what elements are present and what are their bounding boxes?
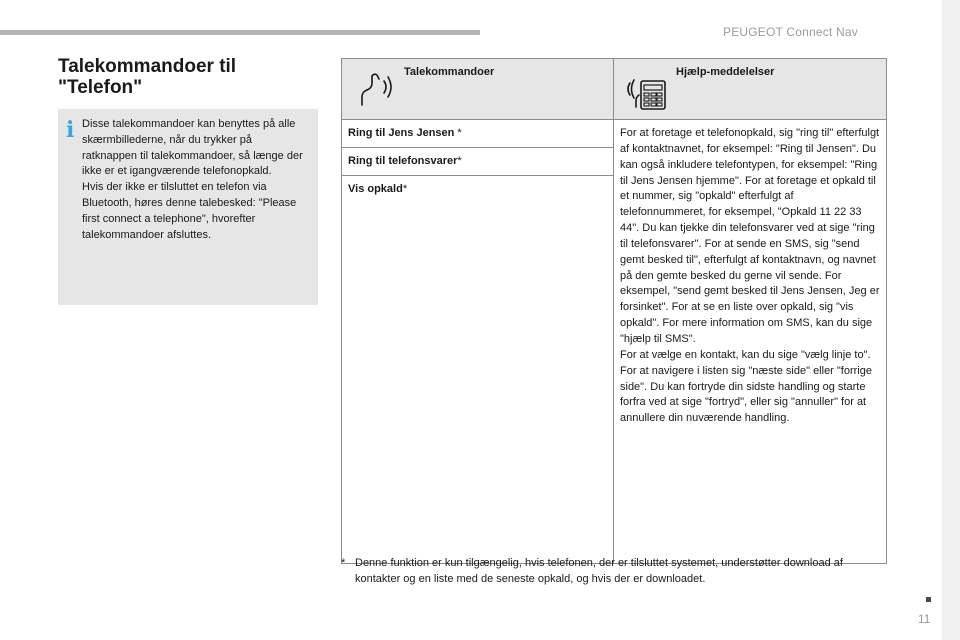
voice-command-icon [352,67,398,113]
footnote-marker: * [341,557,346,569]
help-paragraph-2: For at vælge en kontakt, kan du sige "vælg linje to". For at navigere i listen sig "næste side" eller "forrige side". Du kan fortryde din sidste handling og starte forfra ved at sige "fortryd", eller sig "annuller" for at annullere din nuværende handling. [620,348,872,425]
page-edge-strip [942,0,960,640]
header-rule [0,30,480,35]
info-box [58,109,318,305]
command-cell [342,120,614,148]
help-cell [614,120,887,564]
footnote-mark: * [457,155,462,167]
help-paragraph-1: For at foretage et telefonopkald, sig "ring til" efterfulgt af kontaktnavnet, for eksempel: "Ring til Jensen". Du kan også inkludere telefontypen, for eksempel: "Ring til Jens Jensen hjemme". For at foretage et opkald til et nummer, sig "opkald" efterfulgt af telefonnummeret, for eksempel, "Opkald 11 22 33 44". Du kan tjekke din telefonsvarer ved at sige "ring til telefonsvarer". For at sende en SMS, sig "send gemt besked til", efterfulgt af kontaktnavn, og navnet på den gemte besked du gerne vil sende. For eksempel, "send gemt besked til Jens Jensen, Jeg er forsinket". For at se en liste over opkald, sig "vis opkald". For mere information om SMS, kan du sige "hjælp til SMS". [620,127,880,345]
table-row [342,120,887,148]
section-title-line1: Talekommandoer til [58,56,237,77]
page-number: 11 [918,612,931,626]
footnote-mark: * [457,127,462,139]
section-title [58,56,318,98]
command-cell [342,148,614,176]
table-header-row [342,59,887,120]
continue-marker [926,597,931,602]
col-header-help-label: Hjælp-meddelelser [676,66,775,78]
brand-title: PEUGEOT Connect Nav [723,25,858,39]
footnote-text: Denne funktion er kun tilgængelig, hvis telefonen, der er tilsluttet systemet, understøtter download af kontakter og en liste med de seneste opkald, og hvis der er downloadet. [355,557,843,585]
footnote-mark: * [402,183,408,195]
command-cell [342,176,614,564]
command-label: Ring til Jens Jensen [348,127,458,139]
info-paragraph-2: Hvis der ikke er tilsluttet en telefon via Bluetooth, høres denne talebesked: "Please first connect a telephone", hvorefter talekommandoer afsluttes. [82,181,297,241]
info-text [82,117,310,243]
col-header-commands [342,59,614,120]
command-label: Vis opkald [348,183,403,195]
info-paragraph-1: Disse talekommandoer kan benyttes på alle skærmbillederne, når du trykker på ratknappen til talekommandoer, så længe der ikke er et igangværende telefonopkald. [82,118,303,178]
col-header-commands-label: Talekommandoer [404,66,495,78]
voice-command-table [341,58,887,564]
info-icon: i [66,117,75,143]
command-label: Ring til telefonsvarer [348,155,458,167]
section-title-line2: "Telefon" [58,77,143,98]
footnote [341,556,886,587]
col-header-help [614,59,887,120]
help-message-icon [624,67,670,113]
